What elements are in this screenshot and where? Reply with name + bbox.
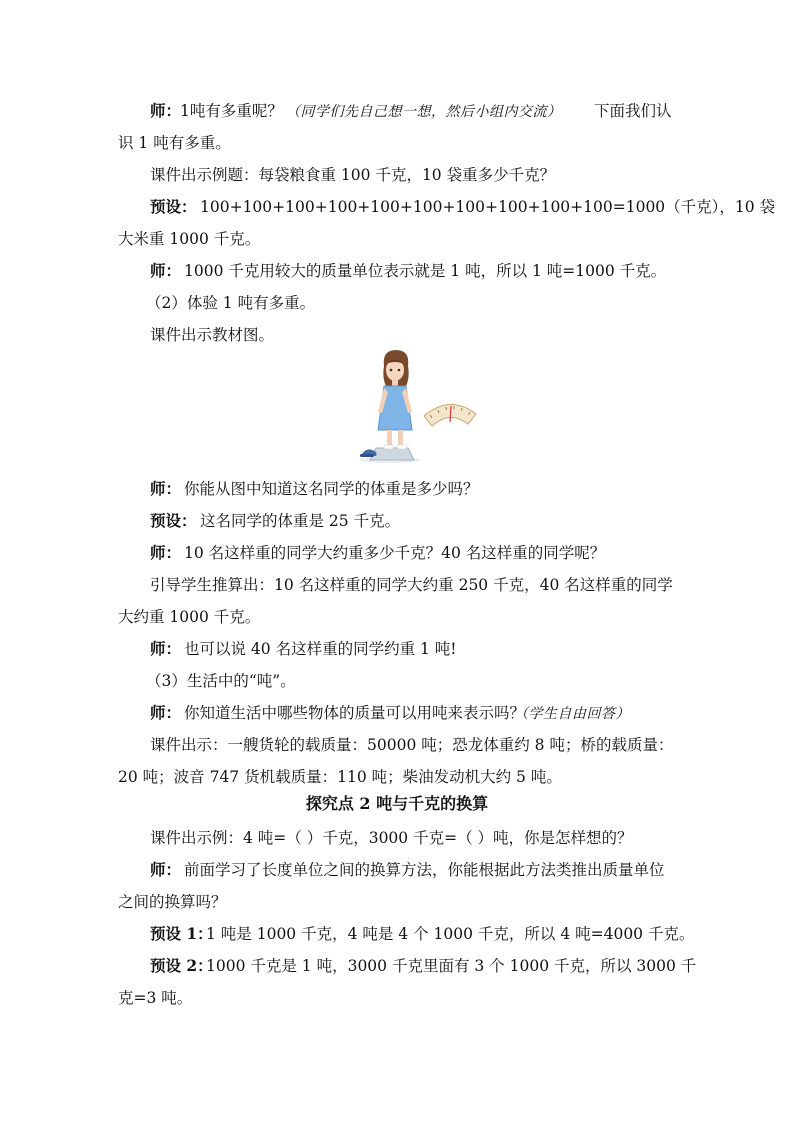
speaker-tag: 师： — [150, 479, 182, 498]
speaker-tag: 师： — [150, 543, 182, 562]
speaker-tag: 预设 1： — [150, 924, 213, 943]
paragraph-text: 大约重 1000 千克。 — [118, 608, 261, 626]
paragraph-text: 你能从图中知道这名同学的体重是多少吗？ — [184, 480, 479, 498]
paragraph-text: （2）体验 1 吨有多重。 — [146, 294, 316, 312]
paragraph-text: 之间的换算吗？ — [118, 893, 227, 911]
paragraph-text: 识 1 吨有多重。 — [118, 134, 231, 152]
paragraph-text: 下面我们认 — [594, 102, 672, 120]
speaker-tag: 师： — [150, 101, 182, 120]
paragraph-text: 你知道生活中哪些物体的质量可以用吨来表示吗？ — [184, 704, 526, 722]
paragraph-text: 1吨有多重呢？ — [180, 102, 283, 120]
paragraph-text: 10 名这样重的同学大约重多少千克？40 名这样重的同学呢？ — [184, 544, 606, 562]
speaker-tag: 预设： — [150, 511, 197, 530]
paragraph-text: 课件出示教材图。 — [150, 326, 275, 344]
speaker-tag: 师： — [150, 860, 182, 879]
paragraph-text: 课件出示例：4 吨=（ ）千克，3000 千克=（ ）吨，你是怎样想的？ — [150, 829, 633, 847]
paragraph-text: 课件出示例题：每袋粮食重 100 千克，10 袋重多少千克？ — [150, 166, 556, 184]
speaker-tag: 预设 2： — [150, 956, 213, 975]
inline-note: （同学们先自己想一想，然后小组内交流） — [286, 104, 562, 120]
speaker-tag: 预设： — [150, 197, 197, 216]
paragraph-text: 100+100+100+100+100+100+100+100+100+100=1000（千克），10 袋 — [200, 198, 776, 216]
paragraph-text: （3）生活中的“吨”。 — [146, 672, 296, 690]
paragraph-text: 1000 千克是 1 吨，3000 千克里面有 3 个 1000 千克，所以 3000 千 — [206, 957, 697, 975]
speaker-tag: 师： — [150, 639, 182, 658]
paragraph-text: 大米重 1000 千克。 — [118, 230, 261, 248]
paragraph-text: 也可以说 40 名这样重的同学约重 1 吨! — [184, 640, 457, 658]
paragraph-text: 前面学习了长度单位之间的换算方法，你能根据此方法类推出质量单位 — [184, 861, 665, 879]
paragraph-text: 20 吨；波音 747 货机载质量：110 吨；柴油发动机大约 5 吨。 — [118, 768, 562, 786]
paragraph-text: 课件出示：一艘货轮的载质量：50000 吨；恐龙体重约 8 吨；桥的载质量： — [150, 736, 674, 754]
paragraph-text: 克=3 吨。 — [118, 989, 193, 1007]
speaker-tag: 师： — [150, 261, 182, 280]
paragraph-text: 1000 千克用较大的质量单位表示就是 1 吨，所以 1 吨=1000 千克。 — [184, 262, 667, 280]
inline-note: （学生自由回答） — [514, 706, 630, 722]
paragraph-text: 1 吨是 1000 千克，4 吨是 4 个 1000 千克，所以 4 吨=4000 千克。 — [206, 925, 695, 943]
paragraph-text: 这名同学的体重是 25 千克。 — [200, 512, 401, 530]
speaker-tag: 师： — [150, 703, 182, 722]
section-heading: 探究点 2 吨与千克的换算 — [305, 794, 489, 813]
girl-on-scale-illustration — [360, 348, 484, 466]
paragraph-text: 引导学生推算出：10 名这样重的同学大约重 250 千克，40 名这样重的同学 — [150, 576, 673, 594]
